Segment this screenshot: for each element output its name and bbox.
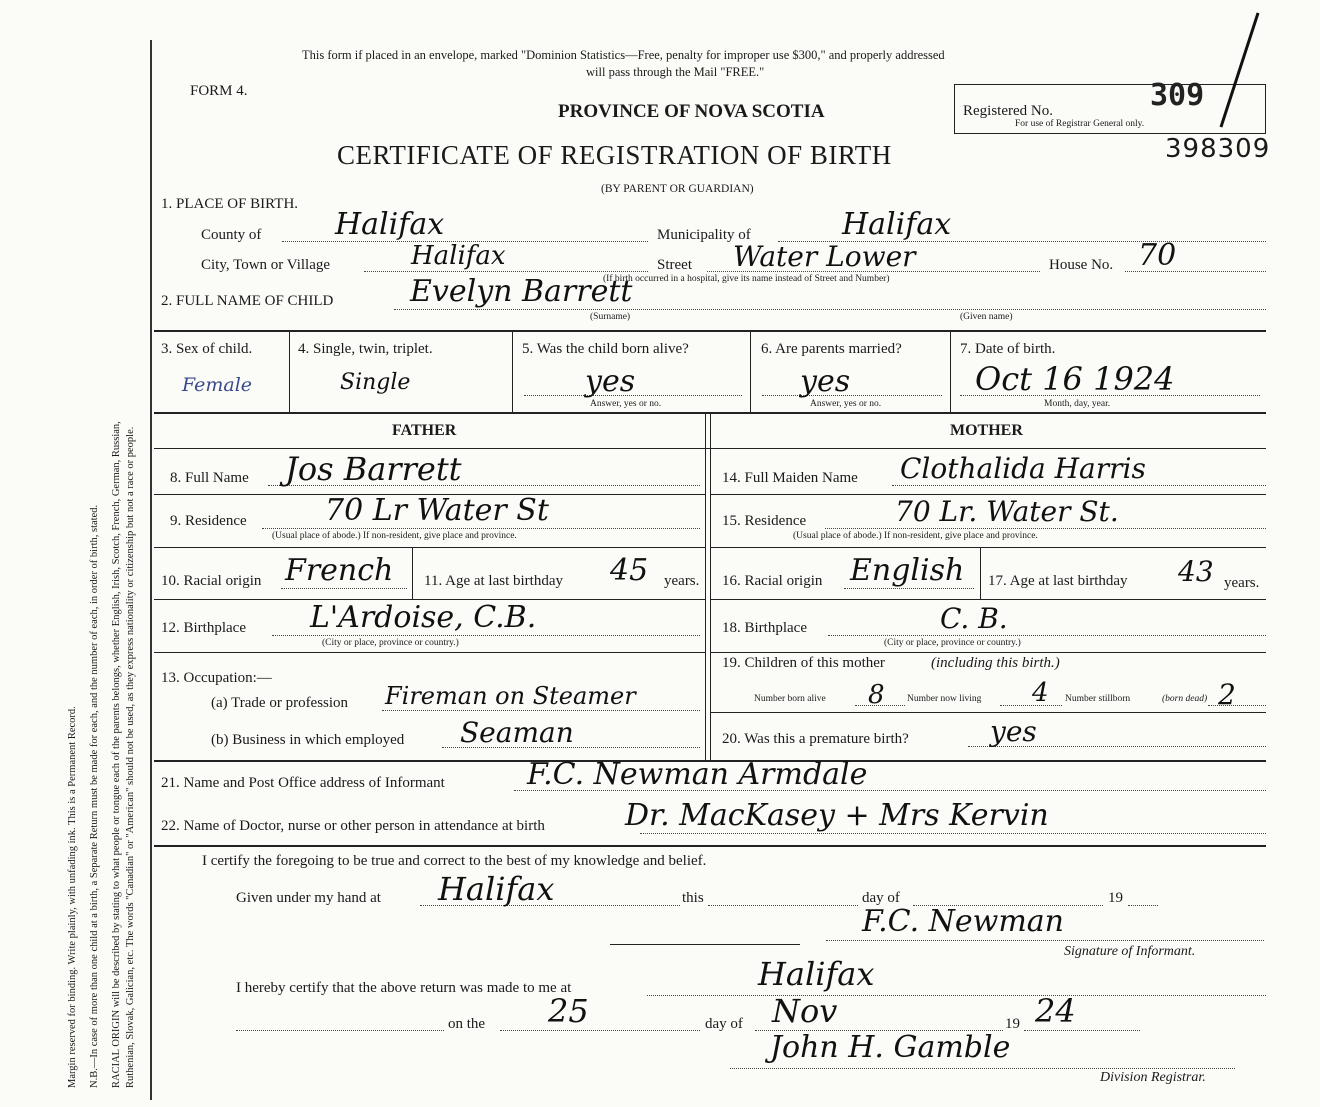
form-number: FORM 4. xyxy=(190,83,248,99)
premature-value: yes xyxy=(990,715,1037,748)
rule-row3-col4 xyxy=(950,330,951,412)
this-label: this xyxy=(682,890,704,906)
given-at-label: Given under my hand at xyxy=(236,890,381,906)
year-19-label: 19 xyxy=(1108,890,1123,906)
mother-name-line xyxy=(892,485,1266,486)
born-alive-count-label: Number born alive xyxy=(754,694,826,704)
informant-signature-line xyxy=(826,940,1264,941)
given-at-value: Halifax xyxy=(438,870,555,908)
rule-f4 xyxy=(154,652,705,653)
registered-number-label: Registered No. xyxy=(963,103,1053,119)
rule-certify-top xyxy=(154,845,1266,847)
division-registrar-label: Division Registrar. xyxy=(1100,1070,1206,1085)
father-birthplace-label: 12. Birthplace xyxy=(161,620,246,636)
stillborn-count-line xyxy=(1208,705,1266,706)
trade-label: (a) Trade or profession xyxy=(211,695,349,711)
mother-birthplace-line xyxy=(828,635,1266,636)
rule-m3 xyxy=(710,599,1266,600)
business-label: (b) Business in which employed xyxy=(211,732,405,748)
mother-age-value: 43 xyxy=(1178,555,1214,588)
this-line xyxy=(708,905,858,906)
surname-hint: (Surname) xyxy=(590,312,631,322)
children-label: 19. Children of this mother xyxy=(722,655,885,671)
place-of-birth-label: 1. PLACE OF BIRTH. xyxy=(161,196,299,212)
married-label: 6. Are parents married? xyxy=(761,341,902,357)
rule-parents-heading xyxy=(154,448,1266,449)
registration-month-value: Nov xyxy=(772,992,838,1030)
dob-value: Oct 16 1924 xyxy=(975,360,1175,398)
child-name-line xyxy=(394,309,1266,310)
doctor-value: Dr. MacKasey + Mrs Kervin xyxy=(625,798,1049,833)
certify-divider xyxy=(610,944,800,945)
certificate-title: CERTIFICATE OF REGISTRATION OF BIRTH xyxy=(337,140,892,170)
year-19-label-2: 19 xyxy=(1005,1016,1020,1032)
county-label: County of xyxy=(201,227,262,243)
registrar-signature-line xyxy=(730,1068,1235,1069)
rule-f-race-age xyxy=(412,547,413,599)
mother-race-value: English xyxy=(850,553,965,588)
margin-note-racial-origin-cont: Ruthenian, Slovak, Galician, etc. The words "Canadian" or "American" should not be used, as they express nationality or citizenship but not a race or people. xyxy=(125,426,136,1088)
business-value: Seaman xyxy=(460,716,574,749)
registration-year-value: 24 xyxy=(1035,992,1076,1030)
father-name-label: 8. Full Name xyxy=(170,470,249,486)
dob-label: 7. Date of birth. xyxy=(960,341,1056,357)
mother-birthplace-label: 18. Birthplace xyxy=(722,620,807,636)
born-alive-label: 5. Was the child born alive? xyxy=(522,341,689,357)
father-birthplace-line xyxy=(272,635,700,636)
child-name-label: 2. FULL NAME OF CHILD xyxy=(161,293,334,309)
stillborn-count-label: Number stillborn xyxy=(1065,694,1131,704)
rule-row3-col1 xyxy=(289,330,290,412)
mother-residence-value: 70 Lr. Water St. xyxy=(895,495,1119,528)
married-hint: Answer, yes or no. xyxy=(810,399,882,409)
certificate-subtitle: (BY PARENT OR GUARDIAN) xyxy=(601,183,754,195)
mail-notice-line1: This form if placed in an envelope, marked "Dominion Statistics—Free, penalty for improper use $300," and properly addressed xyxy=(302,48,945,62)
father-residence-label: 9. Residence xyxy=(170,513,247,529)
mother-name-value: Clothalida Harris xyxy=(900,452,1146,485)
rule-parents-divider xyxy=(705,412,706,760)
mother-name-label: 14. Full Maiden Name xyxy=(722,470,858,486)
father-birthplace-value: L'Ardoise, C.B. xyxy=(310,600,537,635)
registration-line-2 xyxy=(236,1030,444,1031)
doctor-line xyxy=(640,833,1266,834)
rule-row3-col2 xyxy=(512,330,513,412)
year-line xyxy=(1128,905,1158,906)
street-label: Street xyxy=(657,257,692,273)
margin-note-binding: Margin reserved for binding. Write plainly, with unfading ink. This is a Permanent Record. xyxy=(67,706,78,1088)
father-name-value: Jos Barrett xyxy=(285,450,462,488)
margin-note-racial-origin: RACIAL ORIGIN will be described by stating to what people or tongue each of the parents belongs, whether English, Irish, Scotch, French, German, Russian, xyxy=(111,421,122,1088)
rule-m4 xyxy=(710,652,1266,653)
children-note: (including this birth.) xyxy=(931,655,1060,671)
rule-f2 xyxy=(154,547,705,548)
mother-age-years: years. xyxy=(1224,575,1260,591)
sex-label: 3. Sex of child. xyxy=(161,341,253,357)
father-birthplace-hint: (City or place, province or country.) xyxy=(322,638,459,648)
single-value: Single xyxy=(340,370,411,395)
living-count-label: Number now living xyxy=(907,694,982,704)
day-of-label: day of xyxy=(862,890,900,906)
binding-margin-line xyxy=(150,40,152,1100)
margin-note-multiple-births: N.B.—In case of more than one child at a birth, a Separate Return must be made for each, and the number of each, in order of birth, stated. xyxy=(89,504,100,1088)
born-alive-hint: Answer, yes or no. xyxy=(590,399,662,409)
hereby-label: I hereby certify that the above return was made to me at xyxy=(236,980,572,996)
born-alive-value: yes xyxy=(585,364,636,399)
rule-row3-top xyxy=(154,330,1266,332)
father-residence-hint: (Usual place of abode.) If non-resident, give place and province. xyxy=(272,531,517,541)
living-count-line xyxy=(1000,705,1062,706)
house-no-label: House No. xyxy=(1049,257,1114,273)
stillborn-count-value: 2 xyxy=(1218,678,1236,711)
municipality-label: Municipality of xyxy=(657,227,751,243)
stillborn-born-dead: (born dead) xyxy=(1162,694,1208,704)
informant-value: F.C. Newman Armdale xyxy=(527,757,868,792)
county-value: Halifax xyxy=(335,207,445,242)
single-label: 4. Single, twin, triplet. xyxy=(298,341,433,357)
mother-birthplace-hint: (City or place, province or country.) xyxy=(884,638,1021,648)
doctor-label: 22. Name of Doctor, nurse or other person in attendance at birth xyxy=(161,818,545,834)
day-of-label-2: day of xyxy=(705,1016,743,1032)
sex-value: Female xyxy=(182,374,253,396)
dob-hint: Month, day, year. xyxy=(1044,399,1111,409)
father-race-value: French xyxy=(285,553,394,588)
mother-race-label: 16. Racial origin xyxy=(722,573,823,589)
rule-parents-divider-2 xyxy=(710,412,711,760)
occupation-label: 13. Occupation:— xyxy=(161,670,272,686)
registration-place-value: Halifax xyxy=(758,955,875,993)
mother-residence-label: 15. Residence xyxy=(722,513,807,529)
married-value: yes xyxy=(800,364,851,399)
province-heading: PROVINCE OF NOVA SCOTIA xyxy=(558,101,825,122)
living-count-value: 4 xyxy=(1032,678,1049,708)
informant-signature: F.C. Newman xyxy=(862,904,1064,939)
mother-race-line xyxy=(844,588,974,589)
mother-heading: MOTHER xyxy=(950,422,1023,439)
father-residence-line xyxy=(262,528,700,529)
mail-notice-line2: will pass through the Mail "FREE." xyxy=(586,65,765,79)
father-race-label: 10. Racial origin xyxy=(161,573,262,589)
municipality-value: Halifax xyxy=(842,207,952,242)
mother-residence-hint: (Usual place of abode.) If non-resident, give place and province. xyxy=(793,531,1038,541)
house-no-value: 70 xyxy=(1138,238,1177,273)
rule-row3-col3 xyxy=(750,330,751,412)
rule-m-race-age xyxy=(980,547,981,599)
father-heading: FATHER xyxy=(392,422,457,439)
street-value: Water Lower xyxy=(733,240,916,273)
mother-residence-line xyxy=(825,528,1266,529)
registered-number-stamp: 309 xyxy=(1150,78,1205,113)
city-label: City, Town or Village xyxy=(201,257,331,273)
mother-birthplace-value: C. B. xyxy=(940,602,1008,635)
registration-day-value: 25 xyxy=(548,992,589,1030)
father-residence-value: 70 Lr Water St xyxy=(325,493,549,528)
on-the-line xyxy=(500,1030,700,1031)
trade-line xyxy=(382,710,700,711)
year-line-2 xyxy=(1024,1030,1140,1031)
informant-label: 21. Name and Post Office address of Informant xyxy=(161,775,445,791)
born-alive-count-value: 8 xyxy=(868,680,885,710)
trade-value: Fireman on Steamer xyxy=(385,682,636,710)
on-the-label: on the xyxy=(448,1016,486,1032)
registered-number-note: For use of Registrar General only. xyxy=(1015,119,1145,129)
hospital-note: (If birth occurred in a hospital, give its name instead of Street and Number) xyxy=(603,274,890,284)
city-value: Halifax xyxy=(411,241,506,271)
informant-signature-label: Signature of Informant. xyxy=(1064,944,1196,959)
city-line xyxy=(364,271,648,272)
father-age-years: years. xyxy=(664,573,700,589)
father-age-value: 45 xyxy=(610,553,649,588)
registrar-signature: John H. Gamble xyxy=(770,1030,1011,1065)
certify-statement: I certify the foregoing to be true and correct to the best of my knowledge and belief. xyxy=(202,853,707,869)
father-age-label: 11. Age at last birthday xyxy=(424,573,563,589)
father-race-line xyxy=(281,588,407,589)
mother-age-label: 17. Age at last birthday xyxy=(988,573,1128,589)
given-name-hint: (Given name) xyxy=(960,312,1013,322)
premature-label: 20. Was this a premature birth? xyxy=(722,731,909,747)
rule-m2 xyxy=(710,547,1266,548)
registered-number-handwritten: 398309 xyxy=(1165,134,1271,164)
rule-m5 xyxy=(710,712,1266,713)
hereby-line xyxy=(647,995,1266,996)
married-line xyxy=(762,395,942,396)
child-name-value: Evelyn Barrett xyxy=(410,274,633,309)
